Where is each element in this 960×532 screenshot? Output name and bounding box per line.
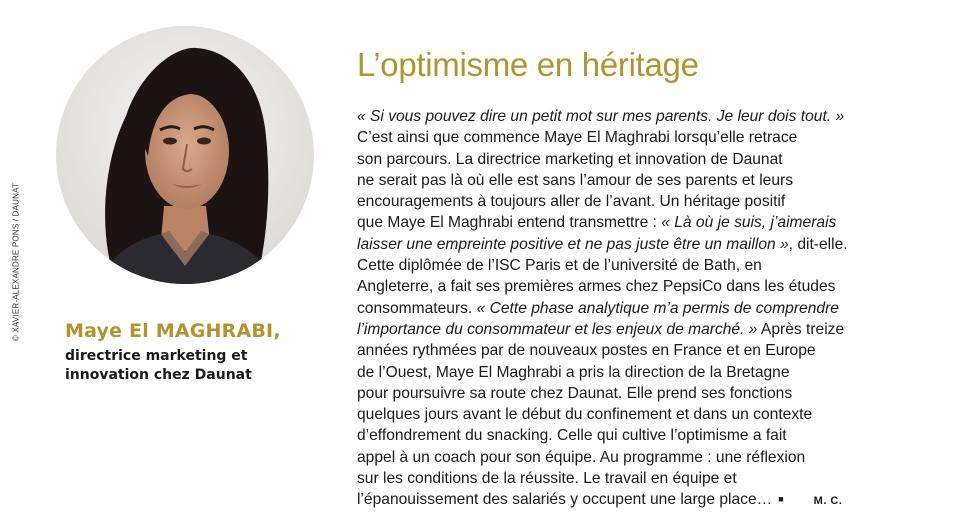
article-title: L’optimisme en héritage bbox=[357, 46, 699, 83]
body-text: C’est ainsi que commence Maye El Maghrabi lorsqu’elle retrace bbox=[357, 129, 798, 147]
person-name: Maye El MAGHRABI, bbox=[65, 320, 281, 342]
article-line bbox=[357, 404, 947, 425]
body-text: ne serait pas là où elle est sans l’amour de ses parents et leurs bbox=[357, 171, 793, 189]
body-text: consommateurs. bbox=[357, 299, 477, 317]
body-text: l’épanouissement des salariés y occupent une large place… bbox=[357, 491, 773, 509]
quote-text: laisser une empreinte positive et ne pas juste être un maillon » bbox=[357, 235, 789, 253]
article-line bbox=[357, 234, 947, 255]
article-line bbox=[357, 170, 947, 191]
article-line bbox=[357, 383, 947, 404]
body-text: de l’Ouest, Maye El Maghrabi a pris la direction de la Bretagne bbox=[357, 363, 790, 381]
article-line bbox=[357, 362, 947, 383]
end-mark-icon: ■ bbox=[778, 494, 784, 505]
article-line bbox=[357, 319, 947, 340]
article-line bbox=[357, 255, 947, 276]
article-line bbox=[357, 468, 947, 489]
body-text: d’effondrement du snacking. Celle qui cultive l’optimisme a fait bbox=[357, 427, 787, 445]
role-line-2: innovation chez Daunat bbox=[65, 367, 252, 383]
photo-credit: © XAVIER-ALEXANDRE PONS / DAUNAT bbox=[11, 182, 21, 342]
article-line bbox=[357, 425, 947, 446]
quote-text: « Si vous pouvez dire un petit mot sur mes parents. Je leur dois tout. » bbox=[357, 108, 845, 125]
article-line bbox=[357, 212, 947, 233]
article-body bbox=[357, 106, 947, 513]
article-line bbox=[357, 276, 947, 297]
body-text: années rythmées par de nouveaux postes en France et en Europe bbox=[357, 342, 816, 360]
article-line bbox=[357, 340, 947, 361]
body-text: son parcours. La directrice marketing et innovation de Daunat bbox=[357, 150, 783, 168]
author-initials: M. C. bbox=[813, 495, 843, 508]
quote-text: « Cette phase analytique m’a permis de comprendre bbox=[476, 299, 839, 317]
body-text: sur les conditions de la réussite. Le travail en équipe et bbox=[357, 470, 737, 488]
body-text: que Maye El Maghrabi entend transmettre : bbox=[357, 214, 662, 232]
body-text: Après treize bbox=[757, 320, 845, 338]
quote-text: « Là où je suis, j’aimerais bbox=[661, 214, 837, 232]
article-line bbox=[357, 106, 947, 127]
portrait-photo bbox=[56, 26, 314, 284]
article-line bbox=[357, 149, 947, 170]
person-role bbox=[65, 347, 305, 385]
portrait-icon bbox=[56, 26, 314, 284]
body-text: , dit-elle. bbox=[788, 235, 848, 253]
body-text: appel à un coach pour son équipe. Au programme : une réflexion bbox=[357, 448, 806, 466]
article-line bbox=[357, 489, 947, 512]
role-line-1: directrice marketing et bbox=[65, 348, 248, 364]
body-text: encouragements à toujours aller de l’avant. Un héritage positif bbox=[357, 193, 786, 211]
article-line bbox=[357, 191, 947, 212]
quote-text: l’importance du consommateur et les enjeux de marché. » bbox=[357, 320, 758, 338]
body-text: Cette diplômée de l’ISC Paris et de l’université de Bath, en bbox=[357, 257, 762, 275]
body-text: quelques jours avant le début du confinement et dans un contexte bbox=[357, 406, 813, 424]
body-text: pour poursuivre sa route chez Daunat. Elle prend ses fonctions bbox=[357, 384, 793, 402]
article-line bbox=[357, 127, 947, 148]
body-text: Angleterre, a fait ses premières armes chez PepsiCo dans les études bbox=[357, 278, 836, 296]
article-line bbox=[357, 298, 947, 319]
article-line bbox=[357, 447, 947, 468]
